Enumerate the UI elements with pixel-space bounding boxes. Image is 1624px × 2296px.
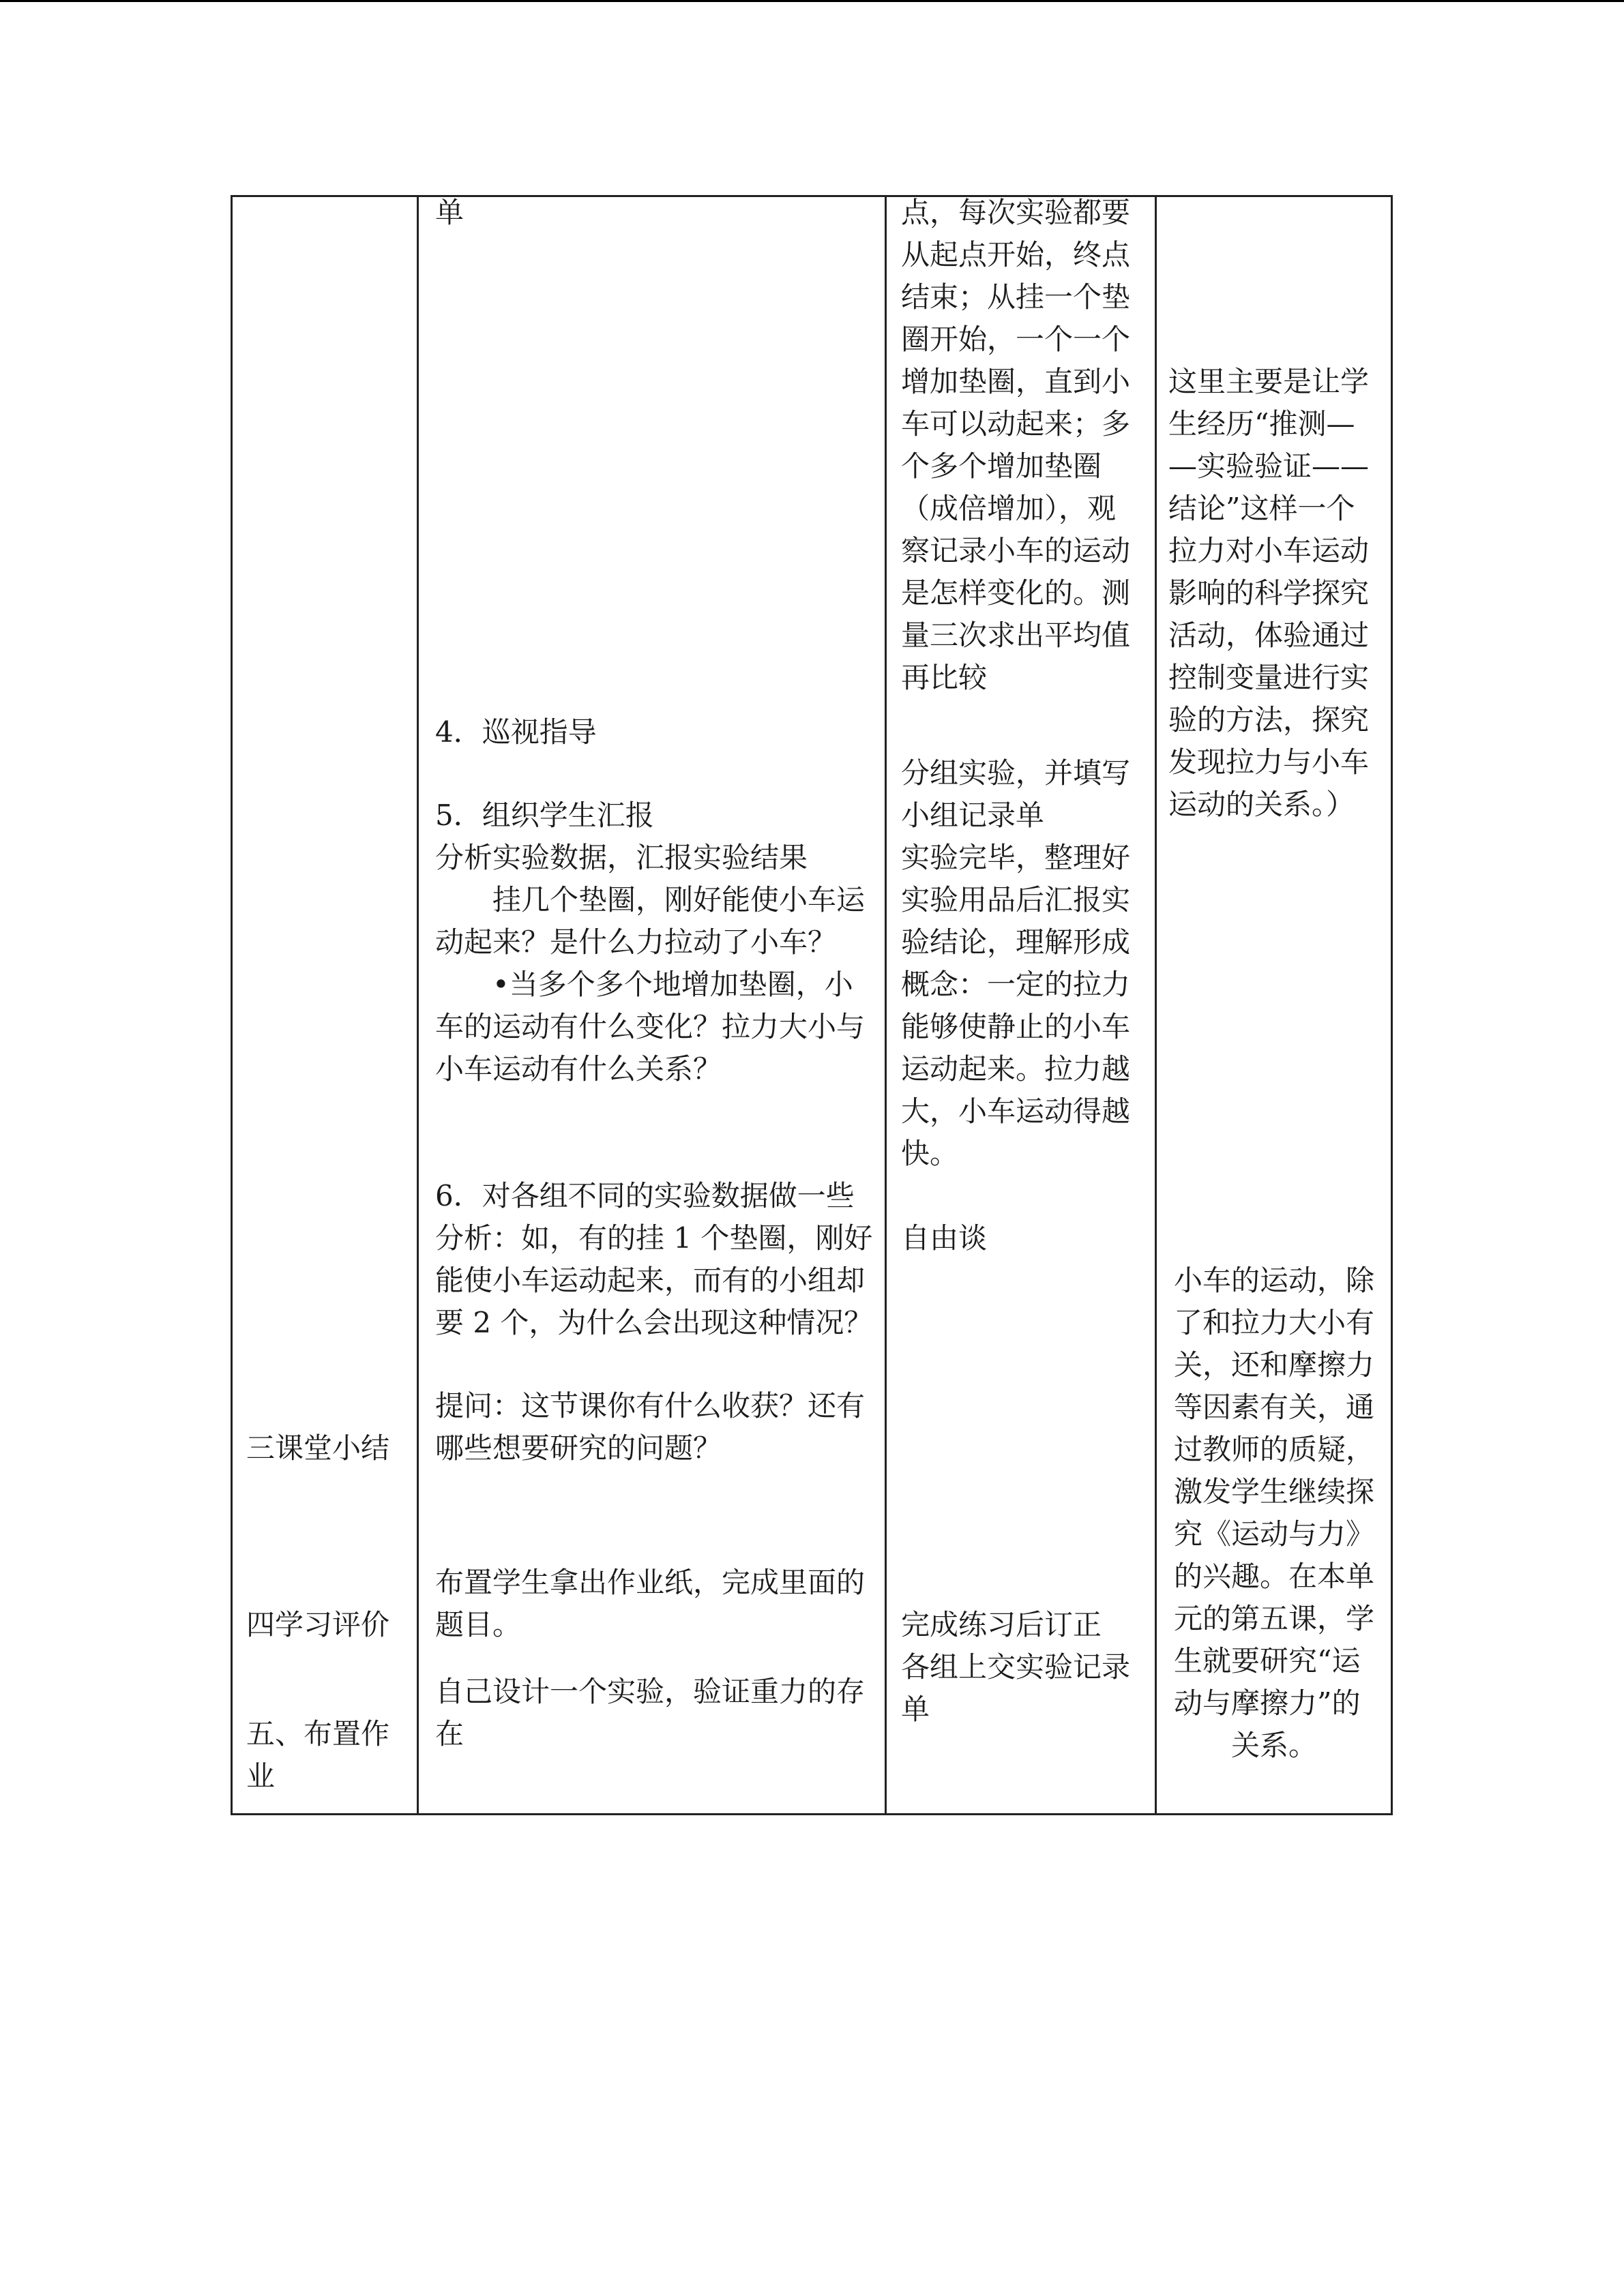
stage-evaluation: 四学习评价	[246, 1608, 390, 1641]
intent-line: 这里主要是让学	[1168, 365, 1370, 398]
intent-line-2: 等因素有关，通	[1174, 1390, 1375, 1424]
intent-line-2: 关系。	[1231, 1729, 1318, 1762]
intent-line-2: 了和拉力大小有	[1174, 1306, 1375, 1339]
intent-line: 结论”这样一个	[1168, 492, 1355, 525]
student-finish-line: 各组上交实验记录	[901, 1650, 1131, 1684]
student-line: （成倍增加），观	[901, 492, 1117, 525]
student-line: 量三次求出平均值	[901, 618, 1131, 652]
student-line: 再比较	[901, 661, 988, 694]
student-line: 点，每次实验都要	[901, 196, 1131, 229]
student-group-line: 能够使静止的小车	[901, 1010, 1131, 1043]
intent-line-2: 小车的运动，除	[1174, 1264, 1375, 1297]
teacher-continuation: 单	[435, 196, 464, 229]
intent-line: 拉力对小车运动	[1168, 534, 1370, 567]
intent-line-2: 究《运动与力》	[1174, 1517, 1375, 1551]
student-line: 结束；从挂一个垫	[901, 280, 1131, 314]
teacher-step-6-line3: 能使小车运动起来，而有的小组却	[435, 1264, 866, 1297]
intent-line: 生经历“推测—	[1168, 407, 1355, 441]
student-finish-line: 完成练习后订正	[901, 1608, 1102, 1641]
student-line: 圈开始，一个一个	[901, 323, 1131, 356]
student-free-talk: 自由谈	[901, 1221, 988, 1255]
student-group-line: 概念：一定的拉力	[901, 968, 1131, 1001]
intent-line: 验的方法，探究	[1168, 703, 1370, 736]
intent-line: 控制变量进行实	[1168, 661, 1370, 694]
teacher-step-5-question-2-cont: 车的运动有什么变化？拉力大小与	[435, 1010, 866, 1043]
intent-line-2: 生就要研究“运	[1174, 1644, 1361, 1678]
column-divider-1	[417, 197, 419, 1813]
column-divider-2	[885, 197, 887, 1813]
student-group-line: 小组记录单	[901, 799, 1045, 832]
teacher-step-5-title: 5．组织学生汇报	[435, 799, 654, 832]
intent-line: 发现拉力与小车	[1168, 745, 1370, 779]
intent-line: —实验验证——	[1168, 449, 1370, 483]
page-top-border	[0, 0, 1624, 2]
teacher-step-6-line2: 分析：如，有的挂 1 个垫圈，刚好	[435, 1221, 873, 1255]
intent-line-2: 的兴趣。在本单	[1174, 1560, 1375, 1593]
teacher-step-6-line1: 6．对各组不同的实验数据做一些	[435, 1179, 855, 1212]
stage-summary: 三课堂小结	[246, 1431, 390, 1465]
stage-homework-line2: 业	[246, 1759, 276, 1793]
teacher-step-5-question-2: •当多个多个地增加垫圈，小	[492, 968, 853, 1001]
student-line: 个多个增加垫圈	[901, 449, 1102, 483]
teacher-question-line1: 提问：这节课你有什么收获？还有	[435, 1389, 866, 1422]
student-line: 增加垫圈，直到小	[901, 365, 1131, 398]
column-divider-3	[1155, 197, 1157, 1813]
intent-line-2: 激发学生继续探	[1174, 1475, 1375, 1508]
student-group-line: 分组实验，并填写	[901, 756, 1131, 790]
intent-line-2: 元的第五课，学	[1174, 1602, 1375, 1635]
student-group-line: 验结论，理解形成	[901, 925, 1131, 959]
teacher-step-4: 4．巡视指导	[435, 715, 597, 749]
student-finish-line: 单	[901, 1693, 930, 1726]
teacher-step-5-question-1: 挂几个垫圈，刚好能使小车运	[492, 883, 866, 916]
teacher-step-5-question-2-end: 小车运动有什么关系？	[435, 1052, 722, 1086]
student-group-line: 大，小车运动得越	[901, 1094, 1131, 1128]
teacher-step-5-question-1-cont: 动起来？是什么力拉动了小车？	[435, 925, 837, 959]
student-line: 察记录小车的运动	[901, 534, 1131, 567]
student-group-line: 实验完毕，整理好	[901, 841, 1131, 874]
student-line: 是怎样变化的。测	[901, 576, 1131, 610]
student-group-line: 运动起来。拉力越	[901, 1052, 1131, 1086]
teacher-question-line2: 哪些想要研究的问题？	[435, 1431, 722, 1465]
intent-line: 影响的科学探究	[1168, 576, 1370, 610]
intent-line: 运动的关系。）	[1168, 788, 1355, 821]
teacher-step-5-text: 分析实验数据，汇报实验结果	[435, 841, 808, 874]
student-line: 车可以动起来；多	[901, 407, 1131, 441]
stage-homework-line1: 五、布置作	[246, 1717, 390, 1750]
lesson-plan-table	[231, 195, 1393, 1815]
intent-line: 活动，体验通过	[1168, 618, 1370, 652]
teacher-assignment-line1: 布置学生拿出作业纸，完成里面的	[435, 1566, 866, 1599]
intent-line-2: 关，还和摩擦力	[1174, 1348, 1375, 1382]
student-group-line: 实验用品后汇报实	[901, 883, 1131, 916]
teacher-design-line2: 在	[435, 1717, 464, 1750]
teacher-design-line1: 自己设计一个实验，验证重力的存	[435, 1675, 866, 1708]
teacher-assignment-line2: 题目。	[435, 1608, 522, 1641]
teacher-step-6-line4: 要 2 个，为什么会出现这种情况？	[435, 1306, 873, 1339]
student-line: 从起点开始，终点	[901, 238, 1131, 271]
intent-line-2: 动与摩擦力”的	[1174, 1686, 1361, 1720]
student-group-line: 快。	[901, 1137, 959, 1170]
intent-line-2: 过教师的质疑，	[1174, 1433, 1375, 1466]
